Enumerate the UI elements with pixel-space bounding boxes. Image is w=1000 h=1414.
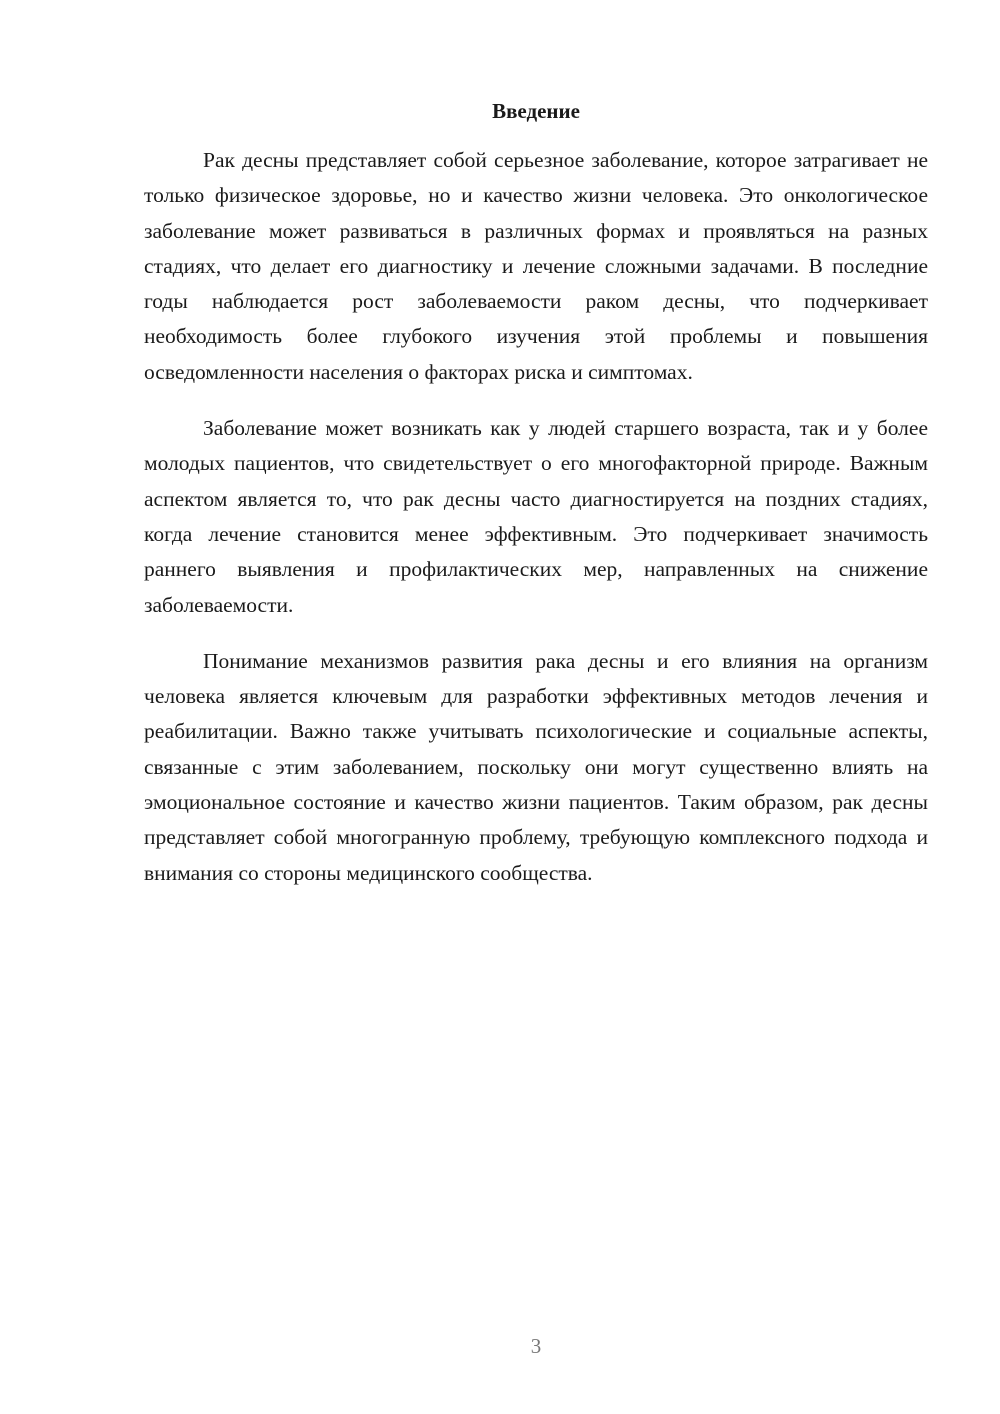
document-body xyxy=(144,143,928,891)
paragraph-1: Рак десны представляет собой серьезное заболевание, которое затрагивает не только физическое здоровье, но и качество жизни человека. Это онкологическое заболевание может развиваться в различных формах и проявляться на разных стадиях, что делает его диагностику и лечение сложными задачами. В последние годы наблюдается рост заболеваемости раком десны, что подчеркивает необходимость более глубокого изучения этой проблемы и повышения осведомленности населения о факторах риска и симптомах. xyxy=(144,148,928,384)
paragraph-3: Понимание механизмов развития рака десны и его влияния на организм человека является ключевым для разработки эффективных методов лечения и реабилитации. Важно также учитывать психологические и социальные аспекты, связанные с этим заболеванием, поскольку они могут существенно влиять на эмоциональное состояние и качество жизни пациентов. Таким образом, рак десны представляет собой многогранную проблему, требующую комплексного подхода и внимания со стороны медицинского сообщества. xyxy=(144,648,928,885)
page-title: Введение xyxy=(492,99,580,123)
page-number: 3 xyxy=(530,1334,542,1358)
paragraph-2: Заболевание может возникать как у людей старшего возраста, так и у более молодых пациентов, что свидетельствует о его многофакторной природе. Важным аспектом является то, что рак десны часто диагностируется на поздних стадиях, когда лечение становится менее эффективным. Это подчеркивает значимость раннего выявления и профилактических мер, направленных на снижение заболеваемости. xyxy=(144,416,928,617)
